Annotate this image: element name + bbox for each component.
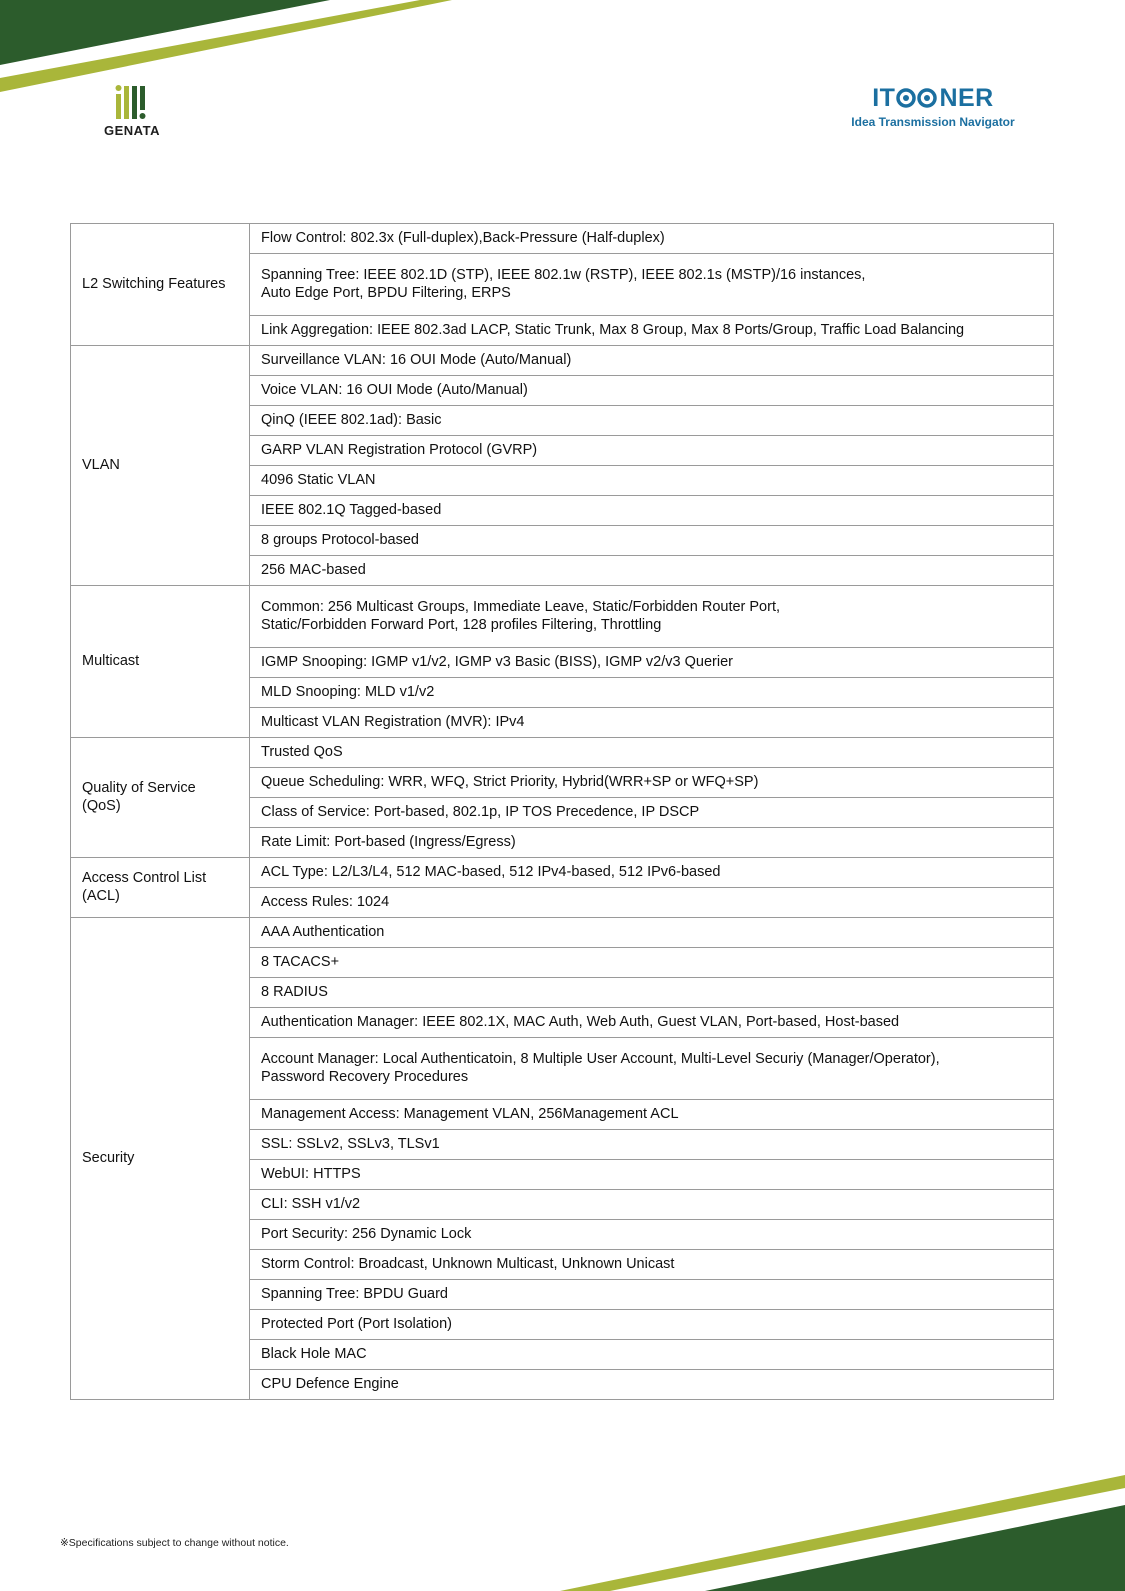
spec-item-cell: Flow Control: 802.3x (Full-duplex),Back-Pressure (Half-duplex) xyxy=(250,224,1054,254)
spec-category-cell: VLAN xyxy=(71,346,250,586)
spec-item-cell: Rate Limit: Port-based (Ingress/Egress) xyxy=(250,828,1054,858)
itooner-wordmark xyxy=(838,84,1028,112)
spec-item-cell: Surveillance VLAN: 16 OUI Mode (Auto/Manual) xyxy=(250,346,1054,376)
spec-item-cell: IEEE 802.1Q Tagged-based xyxy=(250,496,1054,526)
spec-item-cell: 256 MAC-based xyxy=(250,556,1054,586)
spec-item-cell: IGMP Snooping: IGMP v1/v2, IGMP v3 Basic (BISS), IGMP v2/v3 Querier xyxy=(250,648,1054,678)
spec-item-cell: GARP VLAN Registration Protocol (GVRP) xyxy=(250,436,1054,466)
spec-table xyxy=(70,223,1054,1400)
spec-item-cell: 8 groups Protocol-based xyxy=(250,526,1054,556)
itooner-logo xyxy=(838,84,1028,129)
spec-item-cell: Class of Service: Port-based, 802.1p, IP TOS Precedence, IP DSCP xyxy=(250,798,1054,828)
spec-row xyxy=(71,346,1054,376)
spec-item-cell: Port Security: 256 Dynamic Lock xyxy=(250,1220,1054,1250)
spec-item-cell: Multicast VLAN Registration (MVR): IPv4 xyxy=(250,708,1054,738)
spec-item-cell: WebUI: HTTPS xyxy=(250,1160,1054,1190)
spec-item-cell: ACL Type: L2/L3/L4, 512 MAC-based, 512 IPv4-based, 512 IPv6-based xyxy=(250,858,1054,888)
spec-row xyxy=(71,738,1054,768)
spec-table-body xyxy=(71,224,1054,1400)
spec-item-cell: Voice VLAN: 16 OUI Mode (Auto/Manual) xyxy=(250,376,1054,406)
spec-row xyxy=(71,918,1054,948)
spec-item-cell: AAA Authentication xyxy=(250,918,1054,948)
top-dark-green-stripe xyxy=(0,0,330,65)
spec-item-cell: Spanning Tree: IEEE 802.1D (STP), IEEE 802.1w (RSTP), IEEE 802.1s (MSTP)/16 instances, Auto Edge Port, BPDU Filtering, ERPS xyxy=(250,254,1054,316)
spec-item-cell: Black Hole MAC xyxy=(250,1340,1054,1370)
spec-item-cell: MLD Snooping: MLD v1/v2 xyxy=(250,678,1054,708)
spec-item-cell: 8 RADIUS xyxy=(250,978,1054,1008)
spec-row xyxy=(71,858,1054,888)
spec-item-cell: 8 TACACS+ xyxy=(250,948,1054,978)
footnote: ※Specifications subject to change without notice. xyxy=(60,1537,289,1549)
bottom-dark-green-stripe xyxy=(705,1505,1125,1591)
top-lime-stripe xyxy=(0,0,452,92)
spec-category-cell: Multicast xyxy=(71,586,250,738)
itooner-wordmark-prefix: IT xyxy=(872,84,896,112)
itooner-wordmark-suffix: NER xyxy=(939,84,994,112)
spec-item-cell: SSL: SSLv2, SSLv3, TLSv1 xyxy=(250,1130,1054,1160)
spec-row xyxy=(71,224,1054,254)
spec-item-cell: Authentication Manager: IEEE 802.1X, MAC Auth, Web Auth, Guest VLAN, Port-based, Host-based xyxy=(250,1008,1054,1038)
spec-item-cell: CPU Defence Engine xyxy=(250,1370,1054,1400)
spec-category-cell: Security xyxy=(71,918,250,1400)
spec-item-cell: Trusted QoS xyxy=(250,738,1054,768)
itooner-logo-icon xyxy=(896,88,938,108)
spec-item-cell: Link Aggregation: IEEE 802.3ad LACP, Static Trunk, Max 8 Group, Max 8 Ports/Group, Traffic Load Balancing xyxy=(250,316,1054,346)
genata-bars-icon xyxy=(114,84,150,120)
spec-item-cell: Common: 256 Multicast Groups, Immediate Leave, Static/Forbidden Router Port, Static/Forbidden Forward Port, 128 profiles Filtering, Throttling xyxy=(250,586,1054,648)
spec-item-cell: Storm Control: Broadcast, Unknown Multicast, Unknown Unicast xyxy=(250,1250,1054,1280)
spec-item-cell: Management Access: Management VLAN, 256Management ACL xyxy=(250,1100,1054,1130)
spec-item-cell: Queue Scheduling: WRR, WFQ, Strict Priority, Hybrid(WRR+SP or WFQ+SP) xyxy=(250,768,1054,798)
itooner-tagline: Idea Transmission Navigator xyxy=(851,115,1015,129)
bottom-lime-stripe xyxy=(560,1475,1125,1591)
spec-item-cell: Spanning Tree: BPDU Guard xyxy=(250,1280,1054,1310)
spec-item-cell: 4096 Static VLAN xyxy=(250,466,1054,496)
genata-logo xyxy=(99,84,165,138)
spec-row xyxy=(71,586,1054,648)
spec-category-cell: L2 Switching Features xyxy=(71,224,250,346)
spec-category-cell: Quality of Service (QoS) xyxy=(71,738,250,858)
spec-item-cell: Account Manager: Local Authenticatoin, 8 Multiple User Account, Multi-Level Securiy (Manager/Operator), Password Recovery Procedures xyxy=(250,1038,1054,1100)
spec-category-cell: Access Control List (ACL) xyxy=(71,858,250,918)
spec-item-cell: Access Rules: 1024 xyxy=(250,888,1054,918)
spec-item-cell: QinQ (IEEE 802.1ad): Basic xyxy=(250,406,1054,436)
genata-wordmark: GENATA xyxy=(104,123,160,138)
spec-item-cell: CLI: SSH v1/v2 xyxy=(250,1190,1054,1220)
spec-item-cell: Protected Port (Port Isolation) xyxy=(250,1310,1054,1340)
